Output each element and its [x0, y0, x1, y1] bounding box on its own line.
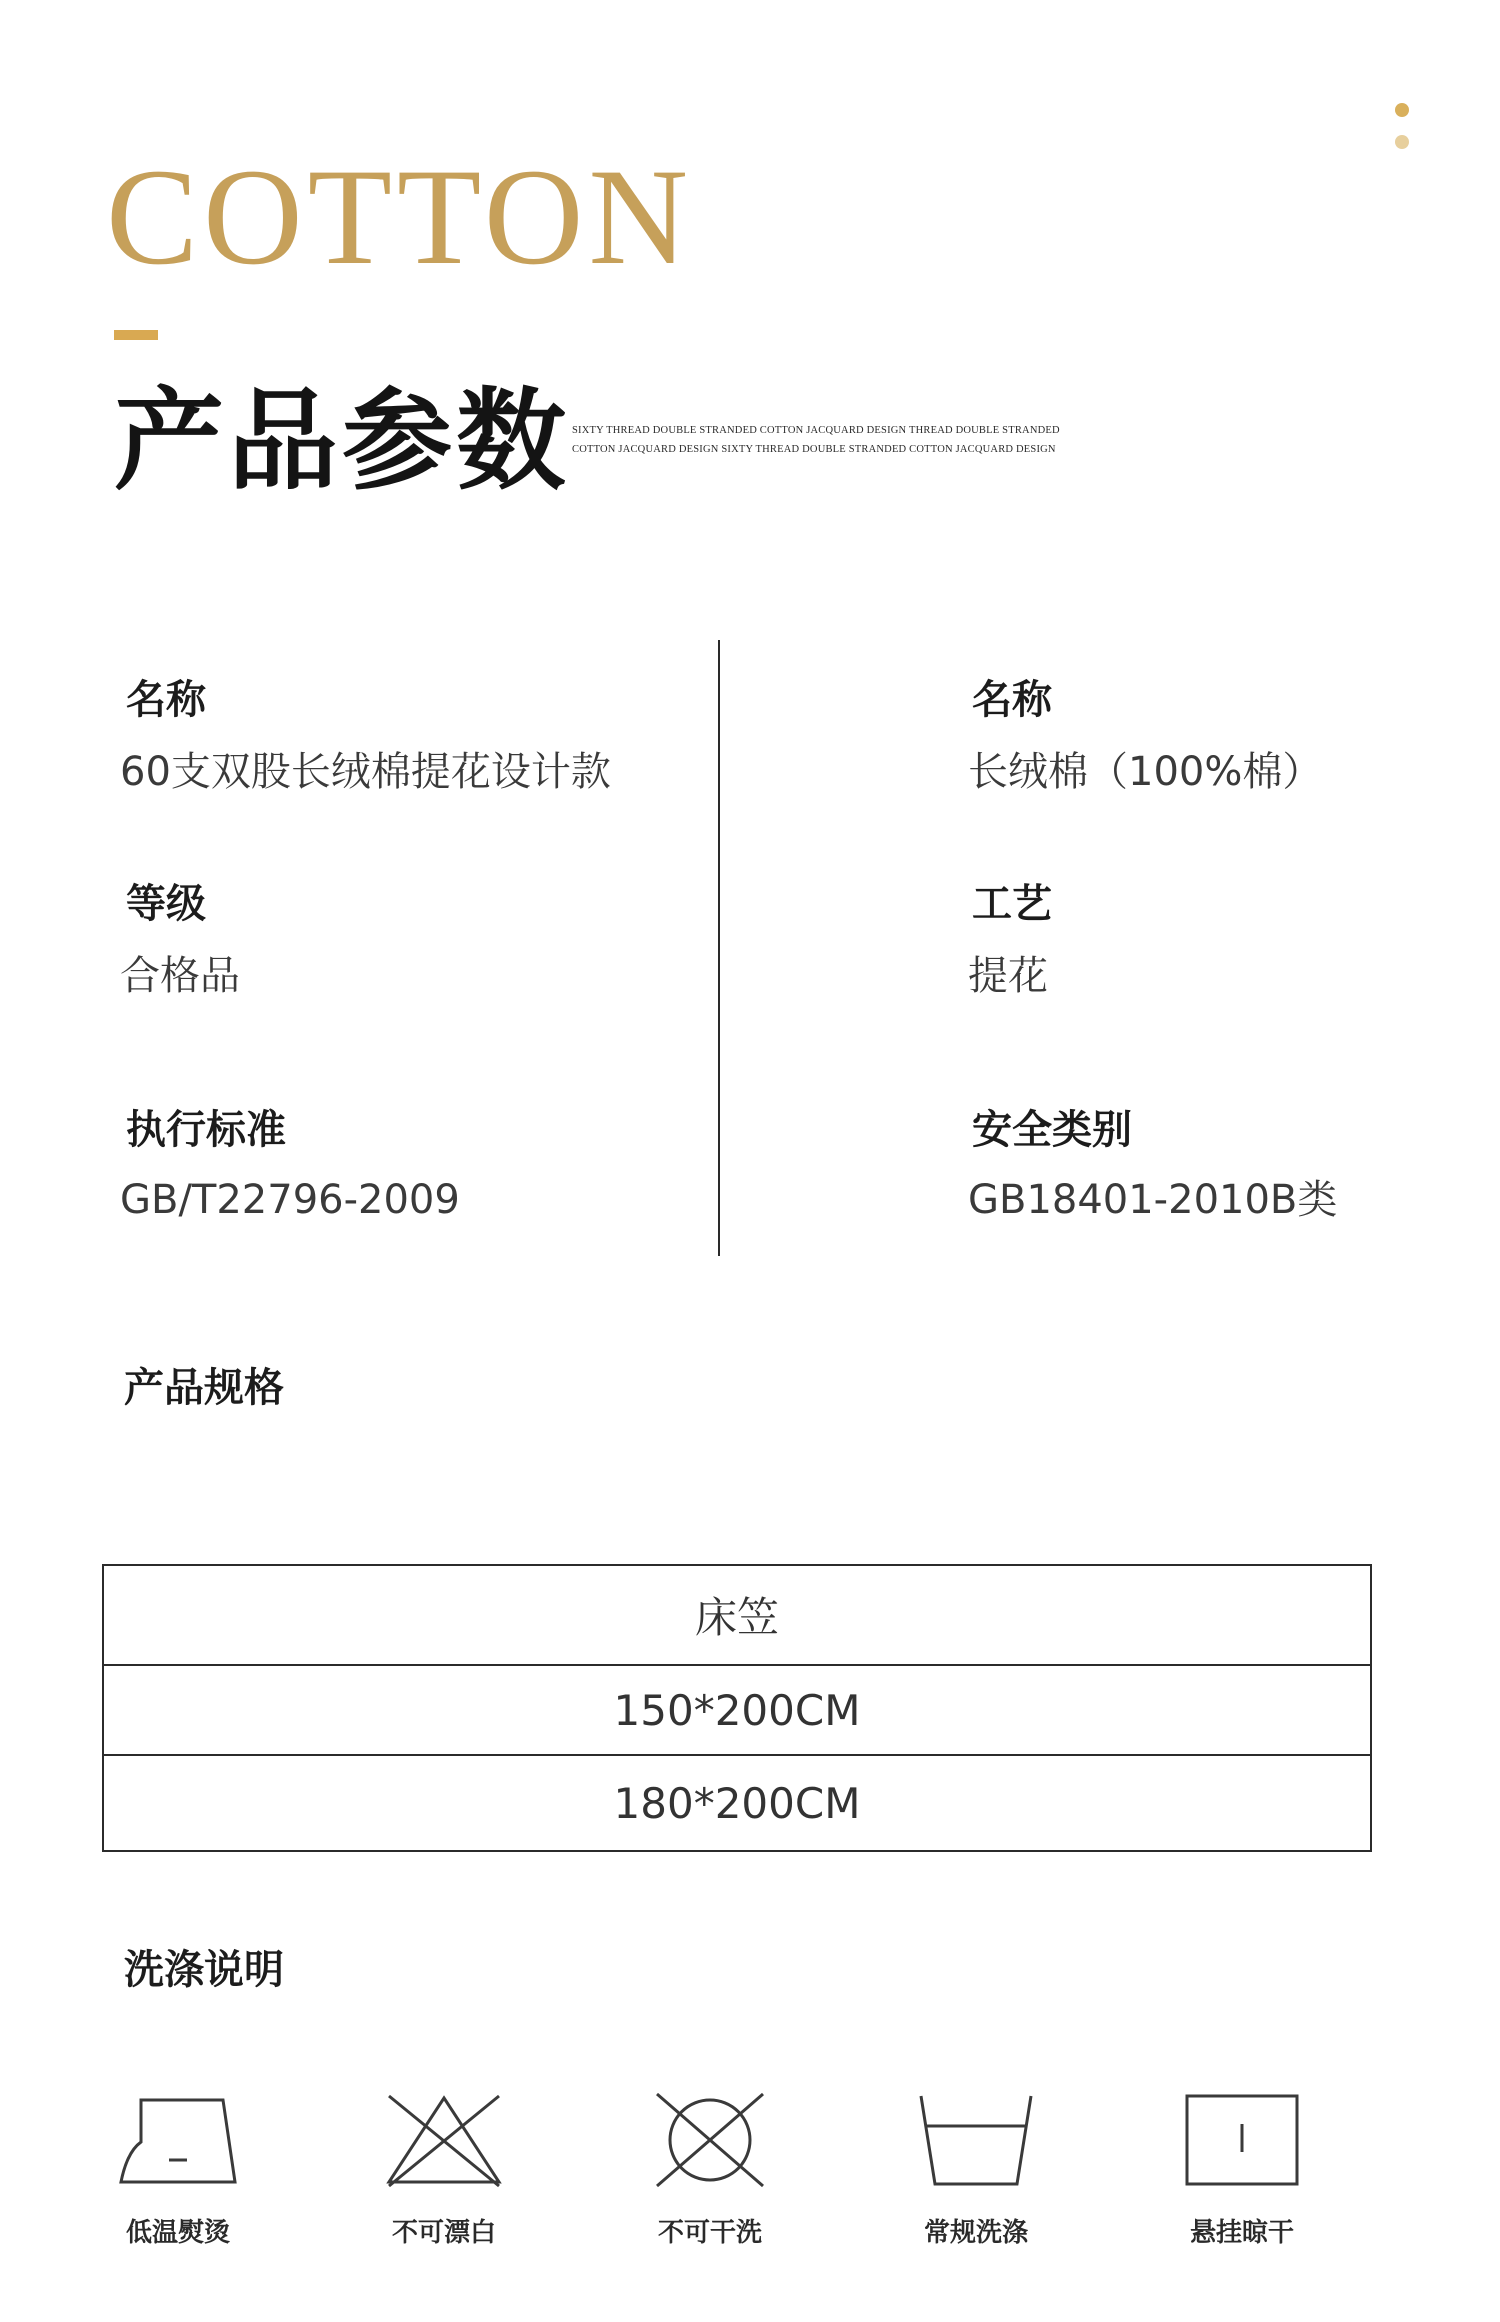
- brand-heading: COTTON: [106, 140, 694, 293]
- param-label: 安全类别: [972, 1106, 1132, 1153]
- care-label: 常规洗涤: [923, 2218, 1028, 2248]
- care-label: 不可干洗: [657, 2218, 762, 2248]
- param-label: 执行标准: [126, 1106, 286, 1153]
- spec-header: 床笠: [104, 1566, 1370, 1666]
- spec-row: 150*200CM: [104, 1666, 1370, 1756]
- param-label: 工艺: [972, 880, 1052, 927]
- decor-dot: [1395, 135, 1409, 149]
- no-bleach-icon: [379, 2090, 509, 2190]
- section-title: 产品参数: [114, 376, 570, 505]
- tagline: SIXTY THREAD DOUBLE STRANDED COTTON JACQUARD DESIGN THREAD DOUBLE STRANDED COTTON JACQUARD DESIGN SIXTY THREAD DOUBLE STRANDED COTTON JACQUARD DESIGN: [572, 425, 1060, 455]
- param-value: 长绒棉（100%棉）: [968, 749, 1323, 795]
- spec-table: [102, 1564, 1372, 1852]
- param-label: 名称: [972, 676, 1052, 723]
- param-label: 名称: [126, 676, 206, 723]
- care-label: 悬挂晾干: [1189, 2218, 1294, 2248]
- param-value: 提花: [968, 953, 1048, 999]
- param-value: 合格品: [120, 953, 240, 999]
- param-value: GB/T22796-2009: [120, 1177, 460, 1223]
- care-item: [78, 2090, 278, 2249]
- care-item: [344, 2090, 544, 2249]
- normal-wash-icon: [911, 2090, 1041, 2190]
- param-value: 60支双股长绒棉提花设计款: [120, 749, 611, 795]
- care-item: [610, 2090, 810, 2249]
- param-label: 等级: [126, 880, 206, 927]
- care-item: [1142, 2090, 1342, 2249]
- decor-dot: [1395, 103, 1409, 117]
- accent-bar: [114, 330, 158, 340]
- column-divider: [718, 640, 720, 1256]
- hang-dry-icon: [1177, 2090, 1307, 2190]
- care-label: 低温熨烫: [125, 2218, 230, 2248]
- spec-row: 180*200CM: [613, 1778, 861, 1828]
- care-item: [876, 2090, 1076, 2249]
- no-dry-clean-icon: [645, 2090, 775, 2190]
- param-value: GB18401-2010B类: [968, 1177, 1338, 1223]
- care-label: 不可漂白: [391, 2218, 496, 2248]
- care-title: 洗涤说明: [124, 1946, 284, 1993]
- low-temp-iron-icon: [113, 2090, 243, 2190]
- spec-title: 产品规格: [124, 1364, 284, 1411]
